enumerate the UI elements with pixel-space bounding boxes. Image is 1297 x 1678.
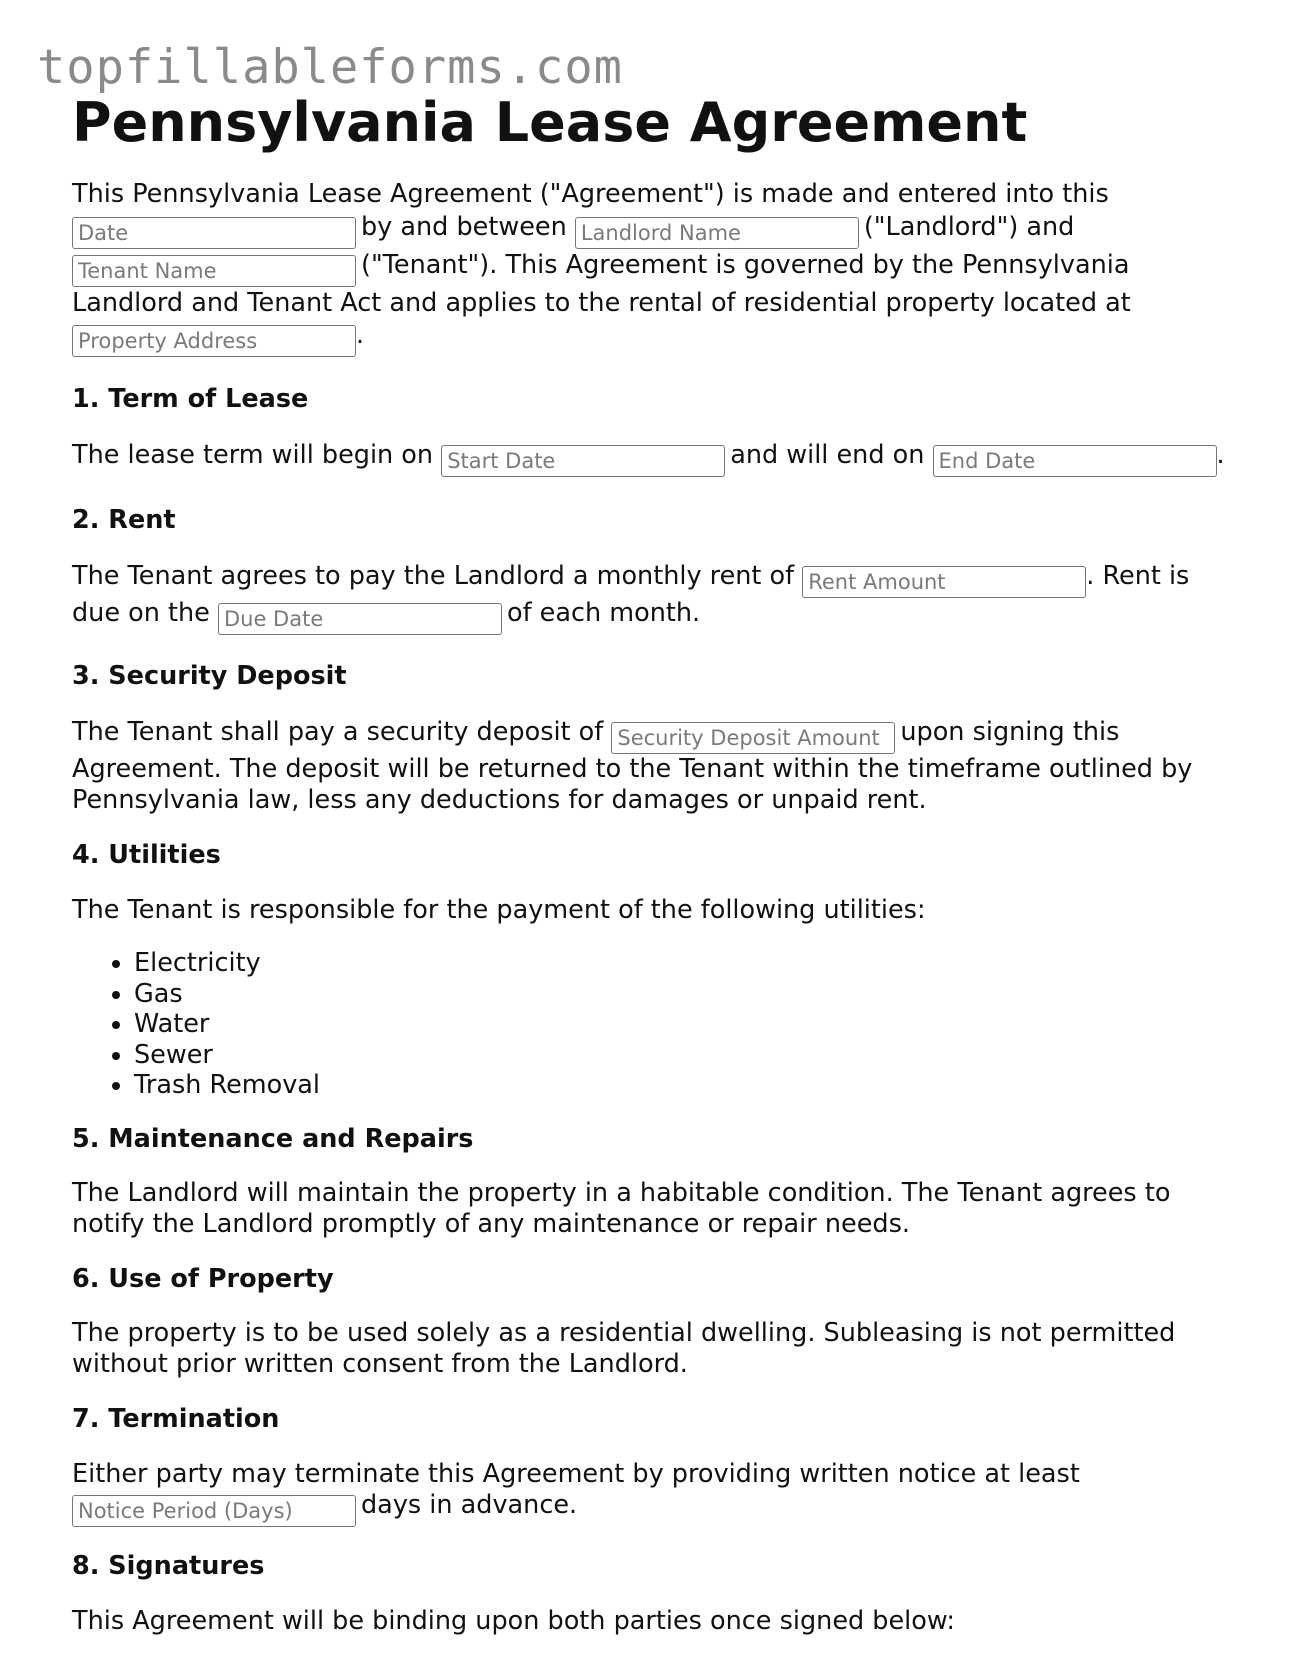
intro-paragraph xyxy=(72,178,1242,357)
section-body-deposit xyxy=(72,717,1242,816)
list-item: • Water xyxy=(134,1009,1242,1040)
property-address-field[interactable] xyxy=(72,325,356,357)
date-field[interactable] xyxy=(72,217,356,249)
section-heading-term: 1. Term of Lease xyxy=(72,384,309,414)
end-date-field[interactable] xyxy=(933,445,1217,477)
term-text: . xyxy=(1216,440,1225,470)
section-body-rent xyxy=(72,561,1242,635)
section-heading-maintenance: 5. Maintenance and Repairs xyxy=(72,1123,474,1154)
list-item: • Electricity xyxy=(134,948,1242,979)
section-body-signatures: This Agreement will be binding upon both parties once signed below: xyxy=(72,1605,955,1636)
termination-text: days in advance. xyxy=(361,1489,578,1520)
rent-text: The Tenant agrees to pay the Landlord a monthly rent of xyxy=(72,561,795,591)
section-body-maintenance: The Landlord will maintain the property in a habitable condition. The Tenant agrees to notify the Landlord promptly of any maintenance or repair needs. xyxy=(72,1177,1171,1239)
deposit-text: upon signing this Agreement. The deposit will be returned to the Tenant within the timeframe outlined by Pennsylvania law, less any deductions for damages or unpaid rent. xyxy=(72,717,1193,815)
rent-text: . Rent is due on the xyxy=(72,561,1190,628)
start-date-field[interactable] xyxy=(441,445,725,477)
termination-text: Either party may terminate this Agreement by providing written notice at least xyxy=(72,1458,1080,1489)
intro-text: ("Landlord") and xyxy=(863,211,1075,242)
term-text: The lease term will begin on xyxy=(72,440,434,470)
section-heading-rent: 2. Rent xyxy=(72,505,176,535)
utilities-list xyxy=(72,948,1242,1101)
list-item: • Gas xyxy=(134,979,1242,1010)
intro-text: . xyxy=(356,320,365,350)
list-item: • Trash Removal xyxy=(134,1070,1242,1101)
rent-text: of each month. xyxy=(506,598,701,628)
section-body-utilities: The Tenant is responsible for the payment of the following utilities: xyxy=(72,895,926,925)
list-item: • Sewer xyxy=(134,1040,1242,1071)
intro-text: ("Tenant"). This Agreement is governed by the Pennsylvania Landlord and Tenant Act and applies to the rental of residential property located at xyxy=(72,249,1131,318)
intro-text: by and between xyxy=(361,211,567,242)
section-body-termination xyxy=(72,1459,1242,1527)
section-heading-signatures: 8. Signatures xyxy=(72,1550,265,1581)
section-heading-termination: 7. Termination xyxy=(72,1403,280,1434)
landlord-name-field[interactable] xyxy=(575,217,859,249)
section-heading-use: 6. Use of Property xyxy=(72,1263,334,1294)
lease-document xyxy=(72,86,1242,1637)
section-heading-deposit: 3. Security Deposit xyxy=(72,661,347,691)
section-heading-utilities: 4. Utilities xyxy=(72,840,221,870)
intro-text: This Pennsylvania Lease Agreement ("Agreement") is made and entered into this xyxy=(72,179,1109,209)
notice-period-field[interactable] xyxy=(72,1495,356,1527)
section-body-term xyxy=(72,440,1242,477)
document-title: Pennsylvania Lease Agreement xyxy=(72,91,1028,154)
deposit-text: The Tenant shall pay a security deposit of xyxy=(72,717,604,747)
watermark: topfillableforms.com xyxy=(37,40,623,95)
term-text: and will end on xyxy=(730,440,925,470)
tenant-name-field[interactable] xyxy=(72,255,356,287)
security-deposit-field[interactable] xyxy=(611,722,895,754)
section-body-use: The property is to be used solely as a residential dwelling. Subleasing is not permitted without prior written consent from the Landlord. xyxy=(72,1317,1176,1379)
due-date-field[interactable] xyxy=(218,603,502,635)
rent-amount-field[interactable] xyxy=(802,566,1086,598)
